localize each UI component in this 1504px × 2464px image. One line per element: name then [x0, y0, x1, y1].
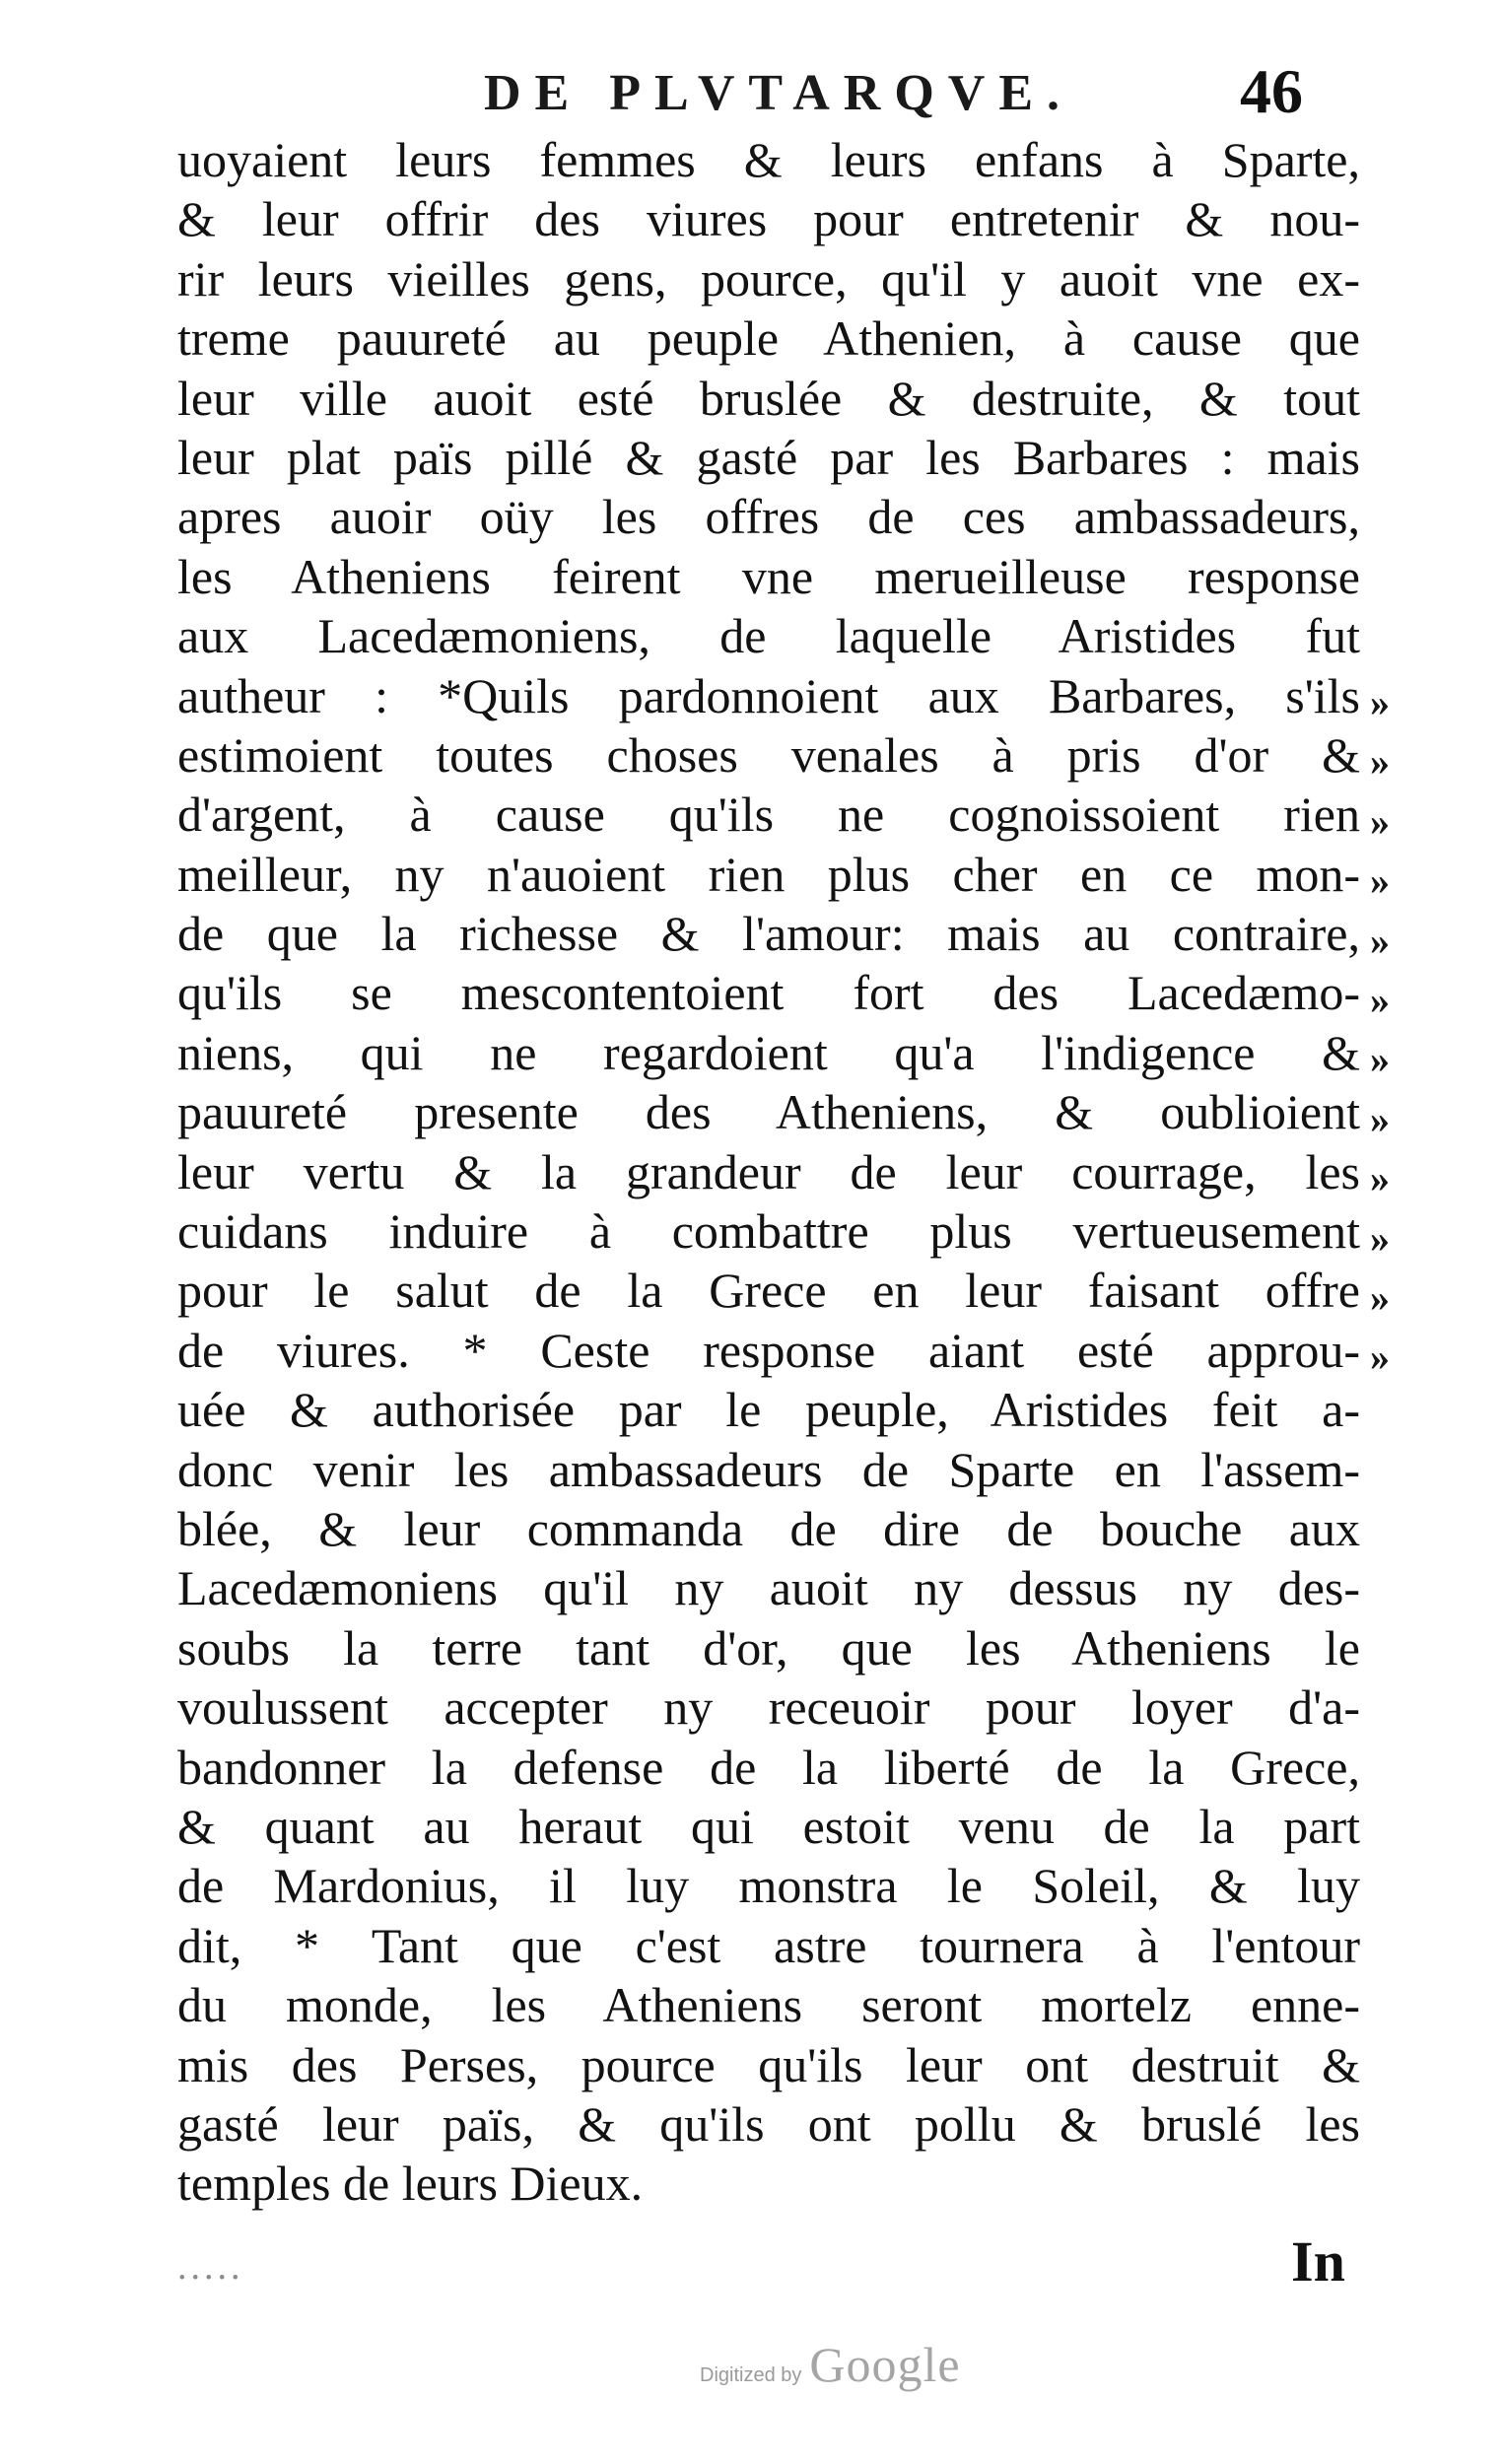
text-line: de Mardonius, il luy monstra le Soleil, & luy — [177, 1858, 1360, 1914]
text-line: blée, & leur commanda de dire de bouche aux — [177, 1500, 1360, 1556]
text-line: & quant au heraut qui estoit venu de la part — [177, 1798, 1360, 1854]
quote-mark: » — [1370, 680, 1390, 724]
quote-mark: » — [1370, 739, 1390, 785]
quote-mark: » — [1370, 1037, 1390, 1082]
running-title: DE PLVTARQVE. — [483, 65, 1074, 121]
text-line: meilleur, ny n'auoient rien plus cher en ce mon- — [177, 846, 1360, 902]
text-line: Lacedæmoniens qu'il ny auoit ny dessus ny des- — [177, 1560, 1360, 1616]
text-line: uoyaient leurs femmes & leurs enfans à Sparte, — [177, 132, 1360, 187]
text-line: leur plat païs pillé & gasté par les Barbares : mais — [177, 429, 1360, 485]
quote-mark: » — [1370, 1215, 1390, 1261]
text-line: niens, qui ne regardoient qu'a l'indigence & — [177, 1024, 1360, 1080]
text-line: & leur offrir des viures pour entretenir & nou- — [177, 191, 1360, 247]
page-number: 46 — [1240, 56, 1303, 126]
text-line: soubs la terre tant d'or, que les Atheniens le — [177, 1619, 1360, 1676]
text-line: les Atheniens feirent vne merueilleuse response — [177, 548, 1360, 604]
text-line: leur vertu & la grandeur de leur courrage, les — [177, 1143, 1360, 1199]
quote-mark: » — [1370, 798, 1390, 844]
quote-mark: » — [1370, 858, 1390, 904]
quote-mark: » — [1370, 1156, 1390, 1201]
text-line: pour le salut de la Grece en leur faisant offre — [177, 1263, 1360, 1319]
catchword: In — [1291, 2229, 1345, 2293]
text-line: pauureté presente des Atheniens, & oublioient — [177, 1084, 1360, 1140]
text-line: d'argent, à cause qu'ils ne cognoissoient rien — [177, 787, 1360, 843]
text-line: bandonner la defense de la liberté de la Grece, — [177, 1739, 1360, 1795]
text-line: temples de leurs Dieux. — [177, 2156, 644, 2212]
text-line: apres auoir oüy les offres de ces ambassadeurs, — [177, 489, 1360, 545]
text-line: aux Lacedæmoniens, de laquelle Aristides fut — [177, 608, 1360, 664]
margin-quotation-marks — [1370, 673, 1429, 1388]
signature-marks: ..... — [177, 2246, 244, 2288]
text-line: mis des Perses, pource qu'ils leur ont destruit & — [177, 2036, 1360, 2092]
text-line: leur ville auoit esté bruslée & destruite, & tout — [177, 370, 1360, 426]
quote-mark: » — [1370, 1096, 1390, 1141]
text-line: de que la richesse & l'amour: mais au contraire, — [177, 906, 1360, 962]
text-line: du monde, les Atheniens seront mortelz enne- — [177, 1977, 1360, 2033]
watermark-prefix: Digitized by — [700, 2364, 802, 2386]
digitized-watermark — [700, 2336, 961, 2395]
body-text — [177, 130, 1360, 2214]
text-line: voulussent accepter ny receuoir pour loyer d'a- — [177, 1679, 1360, 1736]
text-line: donc venir les ambassadeurs de Sparte en l'assem- — [177, 1441, 1360, 1497]
text-line: qu'ils se mescontentoient fort des Lacedæmo- — [177, 965, 1360, 1021]
text-line: de viures. * Ceste response aiant esté approu- — [177, 1322, 1360, 1378]
text-line: estimoient toutes choses venales à pris d'or & — [177, 726, 1360, 783]
text-line: treme pauureté au peuple Athenien, à cause que — [177, 310, 1360, 367]
quote-mark: » — [1370, 977, 1390, 1022]
quote-mark: » — [1370, 1274, 1390, 1320]
text-line: autheur : *Quils pardonnoient aux Barbares, s'ils — [177, 667, 1360, 723]
text-line: gasté leur païs, & qu'ils ont pollu & bruslé les — [177, 2095, 1360, 2152]
text-line: rir leurs vieilles gens, pource, qu'il y auoit vne ex- — [177, 250, 1360, 307]
quote-mark: » — [1370, 1335, 1390, 1380]
quote-mark: » — [1370, 918, 1390, 963]
text-line: uée & authorisée par le peuple, Aristides feit a- — [177, 1382, 1360, 1438]
text-line: cuidans induire à combattre plus vertueusement — [177, 1203, 1360, 1260]
google-logo: Google — [809, 2337, 961, 2392]
text-line: dit, * Tant que c'est astre tournera à l'entour — [177, 1917, 1360, 1973]
